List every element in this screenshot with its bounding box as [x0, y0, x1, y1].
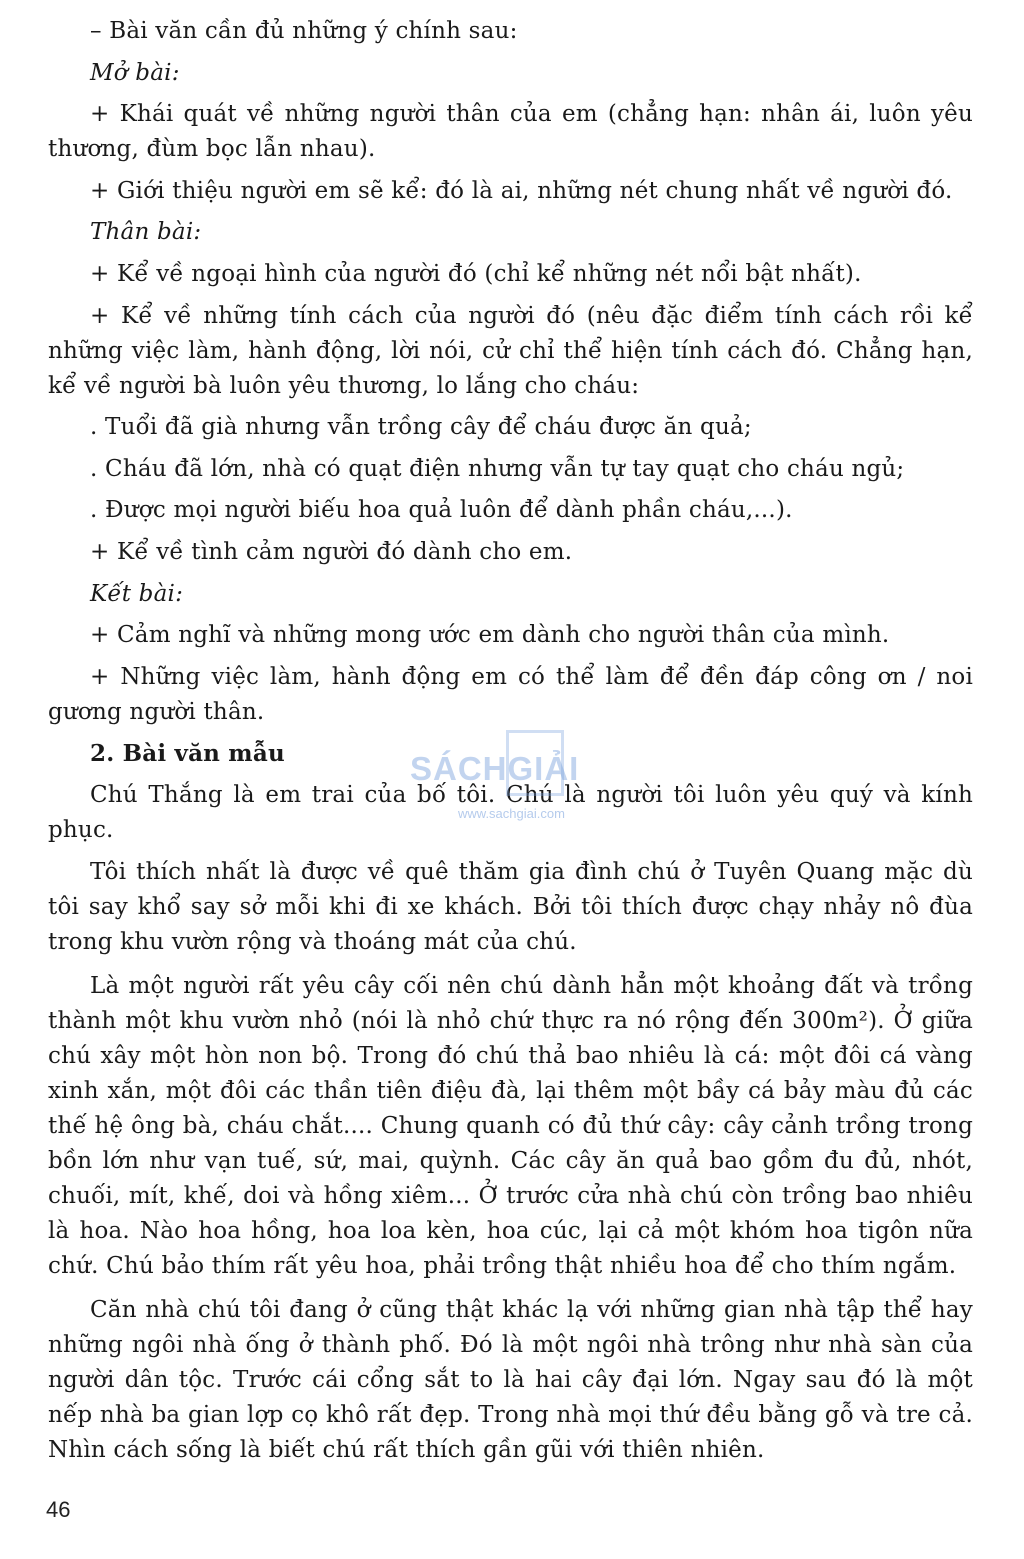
than-bai-example-2: . Cháu đã lớn, nhà có quạt điện nhưng vẫn tự tay quạt cho cháu ngủ; — [90, 455, 905, 482]
mo-bai-point-1: + Khái quát về những người thân của em (chẳng hạn: nhân ái, luôn yêu thương, đùm bọc lẫn nhau). — [48, 101, 973, 163]
essay-paragraph-3: Là một người rất yêu cây cối nên chú dành hẳn một khoảng đất và trồng thành một khu vườn nhỏ (nói là nhỏ chứ thực ra nó rộng đến 300m²). Ở giữa chú xây một hòn non bộ. Trong đó chú thả bao nhiêu là cá: một đôi cá vàng xinh xắn, một đôi các thần tiên điệu đà, lại thêm một bầy cá bảy màu đủ các thế hệ ông bà, cháu chắt.... Chung quanh có đủ thứ cây: cây cảnh trồng trong bồn lớn như vạn tuế, sứ, mai, quỳnh. Các cây ăn quả bao gồm đu đủ, nhót, chuối, mít, khế, doi và hồng xiêm... Ở trước cửa nhà chú còn trồng bao nhiêu là hoa. Nào hoa hồng, hoa loa kèn, hoa cúc, lại cả một khóm hoa tigôn nữa chứ. Chú bảo thím rất yêu hoa, phải trồng thật nhiều hoa để cho thím ngắm. — [48, 972, 973, 1279]
ket-bai-point-1: + Cảm nghĩ và những mong ước em dành cho người thân của mình. — [90, 622, 890, 649]
essay-paragraph-1: Chú Thắng là em trai của bố tôi. Chú là người tôi luôn yêu quý và kính phục. — [48, 781, 973, 843]
than-bai-example-3: . Được mọi người biếu hoa quả luôn để dành phần cháu,...). — [90, 497, 793, 524]
watermark-brand: SÁCHGIẢI — [410, 750, 580, 787]
essay-paragraph-4: Căn nhà chú tôi đang ở cũng thật khác lạ với những gian nhà tập thể hay những ngôi nhà ống ở thành phố. Đó là một ngôi nhà trông như nhà sàn của người dân tộc. Trước cái cổng sắt to là hai cây đại lớn. Ngay sau đó là một nếp nhà ba gian lợp cọ khô rất đẹp. Trong nhà mọi thứ đều bằng gỗ và tre cả. Nhìn cách sống là biết chú rất thích gần gũi với thiên nhiên. — [48, 1296, 973, 1463]
watermark-url: www.sachgiai.com — [458, 806, 565, 821]
mo-bai-point-2: + Giới thiệu người em sẽ kể: đó là ai, những nét chung nhất về người đó. — [90, 177, 953, 204]
page-text — [48, 14, 973, 1474]
than-bai-point-3: + Kể về tình cảm người đó dành cho em. — [90, 538, 573, 565]
essay-paragraph-2: Tôi thích nhất là được về quê thăm gia đình chú ở Tuyên Quang mặc dù tôi say khổ say sở mỗi khi đi xe khách. Bởi tôi thích được chạy nhảy nô đùa trong khu vườn rộng và thoáng mát của chú. — [48, 858, 973, 955]
than-bai-point-2: + Kể về những tính cách của người đó (nêu đặc điểm tính cách rồi kể những việc làm, hành động, lời nói, cử chỉ thể hiện tính cách đó. Chẳng hạn, kể về người bà luôn yêu thương, lo lắng cho cháu: — [48, 302, 973, 399]
than-bai-heading: Thân bài: — [90, 219, 202, 246]
ket-bai-heading: Kết bài: — [90, 580, 184, 607]
section-title: 2. Bài văn mẫu — [90, 740, 285, 768]
intro-line: – Bài văn cần đủ những ý chính sau: — [90, 18, 518, 44]
than-bai-example-1: . Tuổi đã già nhưng vẫn trồng cây để cháu được ăn quả; — [90, 414, 752, 441]
mo-bai-heading: Mở bài: — [90, 59, 180, 86]
page-number: 46 — [46, 1497, 71, 1522]
ket-bai-point-2: + Những việc làm, hành động em có thể làm để đền đáp công ơn / noi gương người thân. — [48, 663, 973, 725]
than-bai-point-1: + Kể về ngoại hình của người đó (chỉ kể những nét nổi bật nhất). — [90, 260, 862, 287]
